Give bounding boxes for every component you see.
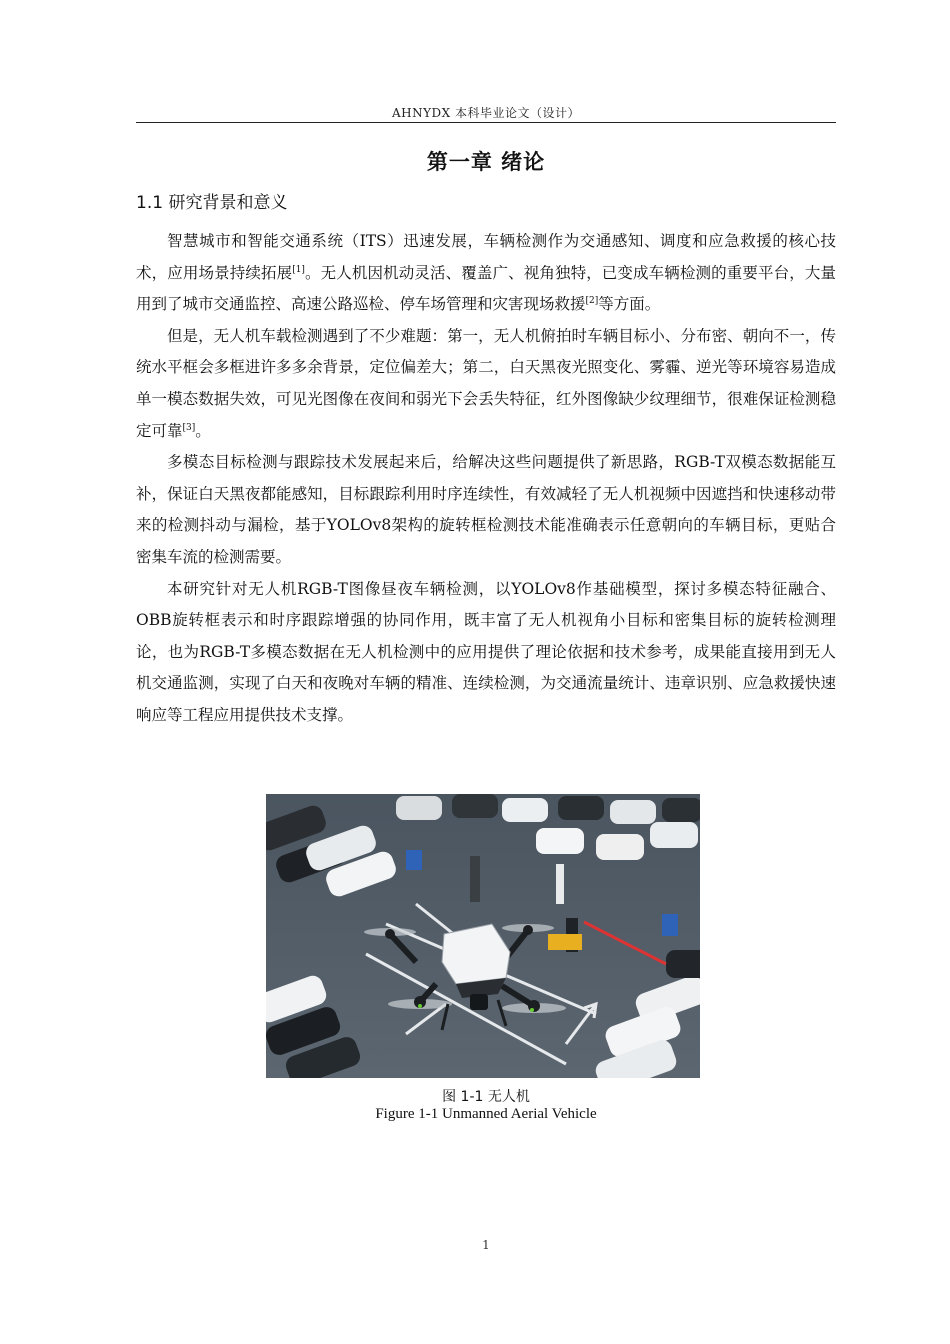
citation-1: [1] xyxy=(292,264,305,275)
drone-parking-lot-illustration xyxy=(266,794,700,1078)
paragraph-2 xyxy=(136,321,836,447)
paragraph-1 xyxy=(136,226,836,321)
paragraph-2-text-a: 但是，无人机车载检测遇到了不少难题：第一，无人机俯拍时车辆目标小、分布密、朝向不一，传统水平框会多框进许多多余背景，定位偏差大；第二，白天黑夜光照变化、雾霾、逆光等环境容易造成单一模态数据失效，可见光图像在夜间和弱光下会丢失特征，红外图像缺少纹理细节，很难保证检测稳定可靠 xyxy=(136,326,836,440)
paragraph-2-text-b: 。 xyxy=(195,421,211,440)
page-number: 1 xyxy=(482,1238,490,1252)
citation-3: [3] xyxy=(182,422,196,433)
section-title: 1.1 研究背景和意义 xyxy=(136,193,288,213)
figure-caption-chinese: 图 1-1 无人机 xyxy=(442,1089,530,1105)
header-divider xyxy=(136,122,836,123)
citation-2: [2] xyxy=(585,296,599,307)
figure-drone-image xyxy=(266,794,700,1078)
page-header: AHNYDX 本科毕业论文（设计） xyxy=(391,106,581,120)
paragraph-1-text-c: 等方面。 xyxy=(598,295,661,314)
paragraph-1-text-a: 智慧城市和智能交通系统（ITS）迅速发展，车辆检测作为交通感知、调度和应急救援的核心技术，应用场景持续拓展 xyxy=(136,232,836,282)
figure-caption-english: Figure 1-1 Unmanned Aerial Vehicle xyxy=(375,1106,597,1122)
chapter-title: 第一章 绪论 xyxy=(426,150,546,174)
paragraph-3: 多模态目标检测与跟踪技术发展起来后，给解决这些问题提供了新思路，RGB-T双模态数据能互补，保证白天黑夜都能感知，目标跟踪利用时序连续性，有效减轻了无人机视频中因遮挡和快速移动带来的检测抖动与漏检，基于YOLOv8架构的旋转框检测技术能准确表示任意朝向的车辆目标，更贴合密集车流的检测需要。 xyxy=(136,453,836,566)
paragraph-4: 本研究针对无人机RGB-T图像昼夜车辆检测，以YOLOv8作基础模型，探讨多模态特征融合、OBB旋转框表示和时序跟踪增强的协同作用，既丰富了无人机视角小目标和密集目标的旋转检测理论，也为RGB-T多模态数据在无人机检测中的应用提供了理论依据和技术参考，成果能直接用到无人机交通监测，实现了白天和夜晚对车辆的精准、连续检测，为交通流量统计、违章识别、应急救援快速响应等工程应用提供技术支撑。 xyxy=(136,579,836,724)
body-text xyxy=(136,226,836,732)
paragraph-1-text-b: 。无人机因机动灵活、覆盖广、视角独特，已变成车辆检测的重要平台，大量用到了城市交通监控、高速公路巡检、停车场管理和灾害现场救援 xyxy=(136,263,836,314)
